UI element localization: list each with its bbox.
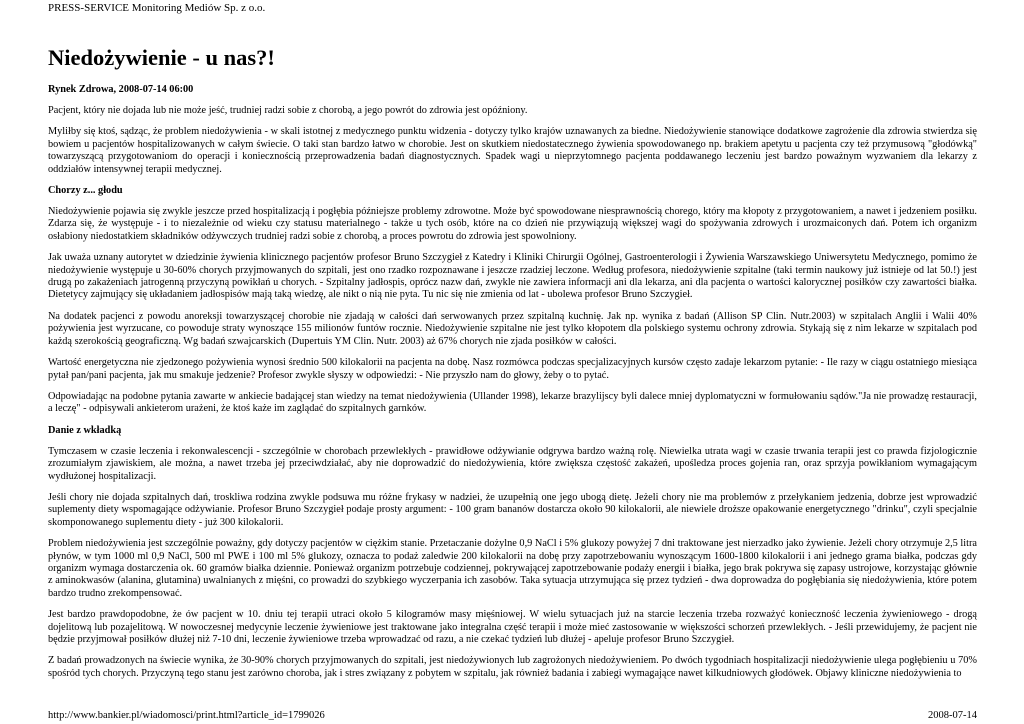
section-heading: Danie z wkładką [48,424,122,436]
article-paragraph: Tymczasem w czasie leczenia i rekonwalescencji - szczególnie w chorobach przewlekłych - prawidłowe odżywianie odgrywa bardzo ważną rolę. Niewielka utrata wagi w czasie trwania terapii jest co prawda fizjologicznie zrozumiałym zjawiskiem, ale można, a nawet trzeba jej przeciwdziałać, aby nie doprowadzić do niedożywienia, które zwiększa częstość zakażeń, upośledza proces gojenia ran, oraz sprzyja powikłaniom wymagającym wydłużonej hospitalizacji. [48,445,977,482]
section-heading: Chorzy z... głodu [48,185,123,197]
article-body [48,105,977,680]
publisher-header: PRESS-SERVICE Monitoring Mediów Sp. z o.o. [48,2,266,14]
article-paragraph: Jest bardzo prawdopodobne, że ów pacjent w 10. dniu tej terapii utraci około 5 kilogramów masy mięśniowej. W wielu sytuacjach już na starcie leczenia trzeba rozważyć konieczność leczenia żywieniowego - drogą dojelitową lub pozajelitową. W nowoczesnej medycynie leczenie żywieniowe jest traktowane jako integralna część terapii i może mieć zastosowanie w większości schorzeń przewlekłych. - Jeśli przewidujemy, że pacjent nie będzie przyjmował posiłków dłużej niż 7-10 dni, leczenie żywieniowe trzeba wprowadzać od razu, a nie czekać tydzień lub dłużej - apeluje profesor Bruno Szczygieł. [48,609,977,645]
article-paragraph: Jeśli chory nie dojada szpitalnych dań, troskliwa rodzina zwykle podsuwa mu różne frykasy w nadziei, że uzupełnią one jego ubogą dietę. Jeżeli chory nie ma problemów z przełykaniem jedzenia, dobrze jest wprowadzić suplementy diety wspomagające odżywianie. Profesor Bruno Szczygieł podaje prosty argument: - 100 gram bananów dostarcza około 90 kilokalorii, ale niewiele droższe opakowanie energetycznego "drinku", czyli specjalnie skomponowanego suplementu diety - już 300 kilokalorii. [48,491,977,528]
article-paragraph: Myliłby się ktoś, sądząc, że problem niedożywienia - w skali istotnej z medycznego punktu widzenia - dotyczy tylko krajów uznawanych za biedne. Niedożywienie stanowiące dodatkowe zagrożenie dla zdrowia stwierdza się bowiem u pacjentów hospitalizowanych w całym świecie. O taki stan bardzo łatwo w chorobie. Jest on skutkiem niedostatecznego żywienia spowodowanego np. brakiem apetytu u pacjenta czy też przymusową "głodówką" towarzyszącą przygotowaniom do operacji i koniecznością przeprowadzenia badań diagnostycznych. Spadek wagi u nieprzytomnego pacjenta poddawanego leczeniu jest bardzo poważnym wyzwaniem dla lekarzy z oddziałów intensywnej terapii medycznej. [48,126,977,175]
article-paragraph: Wartość energetyczna nie zjedzonego pożywienia wynosi średnio 500 kilokalorii na pacjenta na dobę. Nasz rozmówca podczas specjalizacyjnych kursów często zadaje lekarzom pytanie: - Ile razy w ciągu ostatniego miesiąca pytał pan/pani pacjenta, jak mu smakuje jedzenie? Profesor zwykle słyszy w odpowiedzi: - Nie przyszło nam do głowy, żeby o to pytać. [48,357,977,381]
article-paragraph: Jak uważa uznany autorytet w dziedzinie żywienia klinicznego pacjentów profesor Bruno Szczygieł z Katedry i Kliniki Chirurgii Ogólnej, Gastroenterologii i Żywienia Warszawskiego Uniwersytetu Medycznego, pomimo że niedożywienie występuje u 30-60% chorych przyjmowanych do szpitali, jest ono rzadko rozpoznawane i jeszcze rzadziej leczone. Według profesora, niedożywienie szpitalne (taki termin naukowy już istnieje od lat 50.!) jest drugą po zakażeniach jatrogenną przyczyną powikłań u chorych. - Szpitalny jadłospis, oprócz nazw dań, zwykle nie zawiera informacji ani dla lekarza, ani dla pacjenta o wartości kalorycznej posiłków czy zawartości białka. Dietetycy zajmujący się układaniem jadłospisów mają taką wiedzę, ale nikt o nią nie pyta. Tu nic się nie zmienia od lat - ubolewa profesor Bruno Szczygieł. [48,252,977,301]
footer-date: 2008-07-14 [928,710,977,721]
article-paragraph: Odpowiadając na podobne pytania zawarte w ankiecie badającej stan wiedzy na temat niedożywienia (Ullander 1998), lekarze brazylijscy byli dalece mniej dyplomatyczni w formułowaniu sądów."Ja nie prowadzę restauracji, a leczę" - odpisywali ankieterom urażeni, że ktoś każe im zaglądać do szpitalnych garnków. [48,390,977,415]
article-title: Niedożywienie - u nas?! [48,45,275,70]
article-paragraph: Z badań prowadzonych na świecie wynika, że 30-90% chorych przyjmowanych do szpitali, jest niedożywionych lub zagrożonych niedożywieniem. Po dwóch tygodniach hospitalizacji niedożywienie ulega pogłębieniu u 70% spośród tych chorych. Przyczyną tego stanu jest zarówno choroba, jak i stres związany z pobytem w szpitalu, jak również badania i zabiegi wymagające nawet kilkudniowych głodówek. Objawy kliniczne niedożywienia to [48,655,977,679]
article-paragraph: Pacjent, który nie dojada lub nie może jeść, trudniej radzi sobie z chorobą, a jego powrót do zdrowia jest opóźniony. [48,105,528,116]
article-paragraph: Na dodatek pacjenci z powodu anoreksji towarzyszącej chorobie nie zjadają w całości dań serwowanych przez szpitalną kuchnię. Jak np. wynika z badań (Allison SP Clin. Nutr.2003) w szpitalach Anglii i Walii 40% pożywienia jest wyrzucane, co powoduje straty wynoszące 155 milionów funtów rocznie. Niedożywienie szpitalne nie jest tylko kłopotem dla polskiego systemu ochrony zdrowia. Stykają się z nim lekarze w szpitalach pod każdą szerokością geograficzną. Wg badań szwajcarskich (Dupertuis YM Clin. Nutr. 2003) aż 67% chorych nie zjada posiłków w całości. [48,310,977,347]
article-meta: Rynek Zdrowa, 2008-07-14 06:00 [48,84,194,95]
article [48,44,977,689]
article-paragraph: Problem niedożywienia jest szczególnie poważny, gdy dotyczy pacjentów w ciężkim stanie. Przetaczanie dożylne 0,9 NaCl i 5% glukozy powyżej 7 dni traktowane jest nierzadko jako żywienie. Jeżeli chory otrzymuje 2,5 litra płynów, w tym 1000 ml 0,9 NaCl, 500 ml PWE i 100 ml 5% glukozy, oznacza to podaż zaledwie 200 kilokalorii na dobę przy zapotrzebowaniu wynoszącym 1600-1800 kilokalorii i ani jednego grama białka, podczas gdy organizm wymaga dostarczenia ok. 60 gramów białka dziennie. Ponieważ organizm potrzebuje codziennej, pokrywającej zapotrzebowanie podaży energii i białka, jego brak pokrywa się zapasy ustrojowe, korzystając głównie z aminokwasów (alanina, glutamina) uwalnianych z mięśni, co prowadzi do szybkiego wyczerpania ich zasobów. Taka sytuacja utrzymująca się przez tydzień - dwa doprowadza do pogłębiania się niedożywienia, które potem bardzo trudno zrekompensować. [48,538,977,599]
footer-url: http://www.bankier.pl/wiadomosci/print.html?article_id=1799026 [48,710,325,721]
article-paragraph: Niedożywienie pojawia się zwykle jeszcze przed hospitalizacją i pogłębia późniejsze problemy zdrowotne. Może być spowodowane niesprawnością chorego, który ma kłopoty z przygotowaniem, a nawet i jedzeniem posiłku. Zdarza się, że występuje - i to niezależnie od wieku czy statusu materialnego - także u tych osób, które na co dzień nie przywiązują większej wagi do spożywania zdrowych i urozmaiconych dań. Potem ich organizm osłabiony niedostatkiem składników odżywczych trudniej radzi sobie z chorobą, a proces powrotu do zdrowia jest spowolniony. [48,206,977,242]
